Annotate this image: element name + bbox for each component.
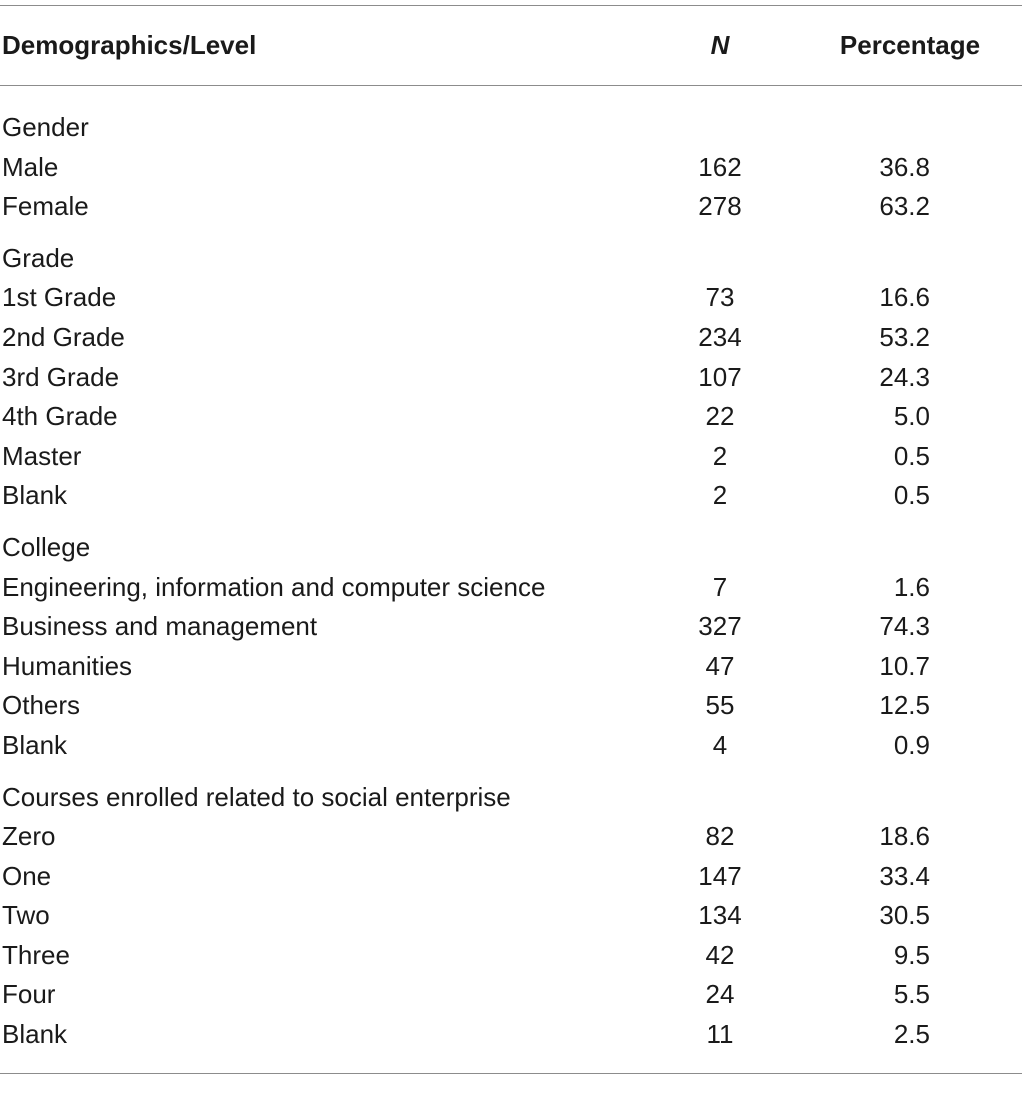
row-n: 278 <box>698 191 742 222</box>
table-row <box>0 896 1022 936</box>
section-title: College <box>2 531 91 562</box>
header-n: N <box>710 30 730 60</box>
table-row <box>0 187 1022 227</box>
row-n: 2 <box>712 480 728 511</box>
table-row <box>0 686 1022 726</box>
table-top-rule <box>0 5 1022 6</box>
row-n: 327 <box>698 611 742 642</box>
row-label: One <box>2 860 52 891</box>
table-row <box>0 607 1022 647</box>
row-n: 55 <box>705 690 735 721</box>
table-section <box>0 528 1022 766</box>
section-title-row <box>0 778 1022 818</box>
table-row <box>0 318 1022 358</box>
row-percentage: 0.9 <box>893 729 930 760</box>
table-row <box>0 278 1022 318</box>
row-label: 2nd Grade <box>2 321 125 352</box>
row-label: Others <box>2 690 81 721</box>
row-percentage: 0.5 <box>893 440 930 471</box>
table-header-rule <box>0 85 1022 86</box>
row-label: Four <box>2 979 56 1010</box>
row-percentage: 12.5 <box>879 690 930 721</box>
row-percentage: 36.8 <box>879 151 930 182</box>
table-row <box>0 397 1022 437</box>
table-row <box>0 1015 1022 1055</box>
row-n: 73 <box>705 282 735 313</box>
row-n: 82 <box>705 821 735 852</box>
row-label: Male <box>2 151 59 182</box>
table-section <box>0 239 1022 516</box>
row-label: 3rd Grade <box>2 361 120 392</box>
table-body <box>0 108 1022 1067</box>
row-n: 147 <box>698 860 742 891</box>
row-percentage: 24.3 <box>879 361 930 392</box>
row-percentage: 5.5 <box>893 979 930 1010</box>
table-section <box>0 778 1022 1055</box>
table-row <box>0 817 1022 857</box>
table-row <box>0 358 1022 398</box>
table-row <box>0 437 1022 477</box>
header-demographics: Demographics/Level <box>2 30 257 60</box>
row-label: Blank <box>2 1019 68 1050</box>
row-percentage: 10.7 <box>879 650 930 681</box>
row-n: 7 <box>712 571 728 602</box>
row-label: Two <box>2 900 50 931</box>
header-percentage: Percentage <box>839 30 981 60</box>
section-title: Courses enrolled related to social enterprise <box>2 781 511 812</box>
table-row <box>0 647 1022 687</box>
row-n: 234 <box>698 321 742 352</box>
row-percentage: 0.5 <box>893 480 930 511</box>
section-title-row <box>0 239 1022 279</box>
row-percentage: 33.4 <box>879 860 930 891</box>
row-label: Female <box>2 191 89 222</box>
section-title-row <box>0 108 1022 148</box>
row-percentage: 63.2 <box>879 191 930 222</box>
row-label: Master <box>2 440 82 471</box>
row-n: 2 <box>712 440 728 471</box>
table-bottom-rule <box>0 1073 1022 1074</box>
row-n: 162 <box>698 151 742 182</box>
table-row <box>0 857 1022 897</box>
table-row <box>0 936 1022 976</box>
row-label: Humanities <box>2 650 133 681</box>
row-percentage: 2.5 <box>893 1019 930 1050</box>
row-n: 134 <box>698 900 742 931</box>
section-title-row <box>0 528 1022 568</box>
row-percentage: 9.5 <box>893 939 930 970</box>
row-label: Zero <box>2 821 56 852</box>
row-label: Engineering, information and computer science <box>2 571 546 602</box>
row-n: 42 <box>705 939 735 970</box>
row-label: Three <box>2 939 70 970</box>
row-percentage: 30.5 <box>879 900 930 931</box>
row-n: 4 <box>712 729 728 760</box>
row-label: Business and management <box>2 611 318 642</box>
table-section <box>0 108 1022 227</box>
row-n: 11 <box>706 1019 734 1050</box>
row-label: Blank <box>2 729 68 760</box>
row-label: 4th Grade <box>2 401 118 432</box>
row-percentage: 1.6 <box>893 571 930 602</box>
section-title: Grade <box>2 242 75 273</box>
row-n: 107 <box>698 361 742 392</box>
table-header <box>0 24 1022 68</box>
table-row <box>0 476 1022 516</box>
row-n: 47 <box>705 650 735 681</box>
row-percentage: 16.6 <box>879 282 930 313</box>
row-n: 24 <box>705 979 735 1010</box>
table-row <box>0 148 1022 188</box>
row-label: Blank <box>2 480 68 511</box>
section-title: Gender <box>2 112 89 142</box>
table-row <box>0 975 1022 1015</box>
row-percentage: 53.2 <box>879 321 930 352</box>
row-percentage: 5.0 <box>893 401 930 432</box>
row-percentage: 74.3 <box>879 611 930 642</box>
table-row <box>0 726 1022 766</box>
row-percentage: 18.6 <box>879 821 930 852</box>
row-n: 22 <box>705 401 735 432</box>
table-row <box>0 568 1022 608</box>
row-label: 1st Grade <box>2 282 117 313</box>
